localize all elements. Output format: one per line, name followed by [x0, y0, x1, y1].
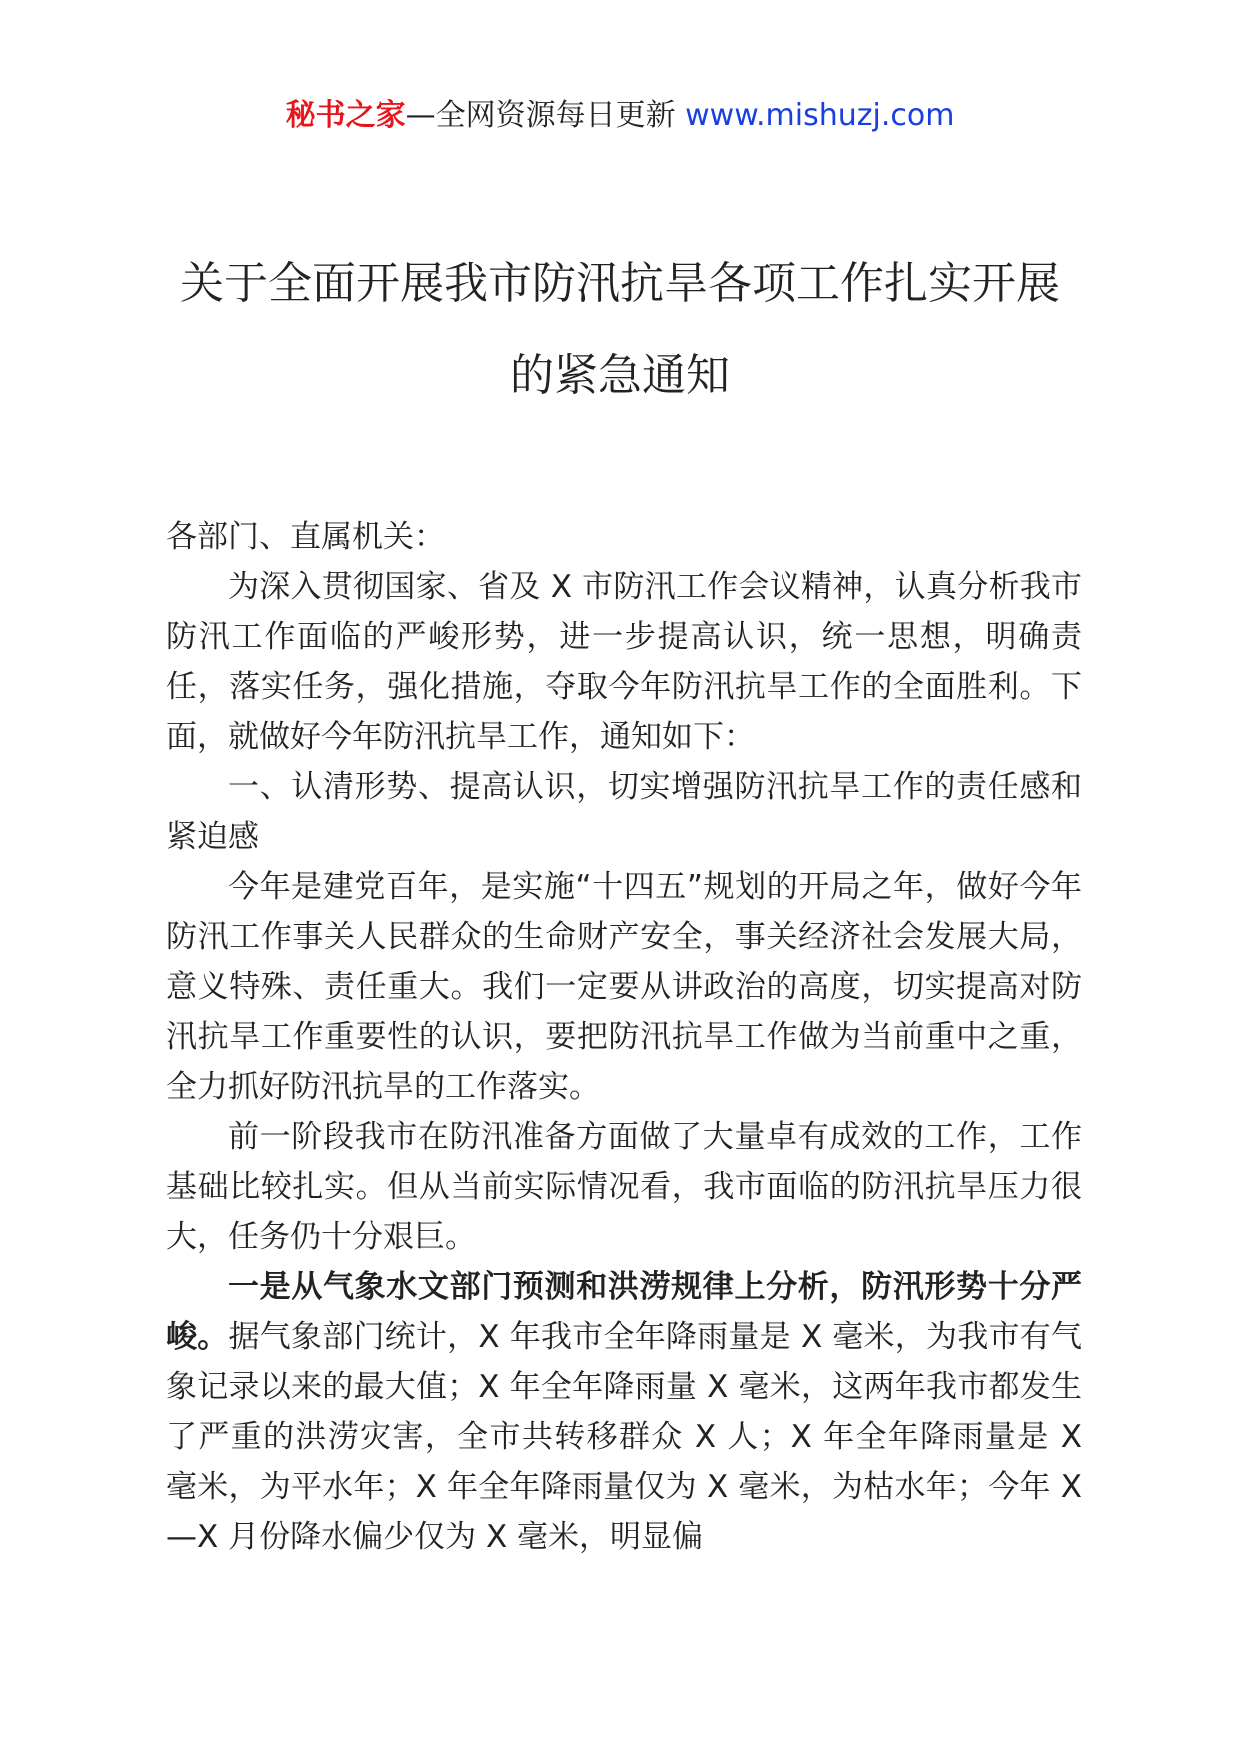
title-line-2: 的紧急通知 [510, 350, 730, 401]
paragraph-significance: 今年是建党百年，是实施“十四五”规划的开局之年，做好今年防汛工作事关人民群众的生命财产安全，事关经济社会发展大局，意义特殊、责任重大。我们一定要从讲政治的高度，切实提高对防汛抗旱工作重要性的认识，要把防汛抗旱工作做为当前重中之重，全力抓好防汛抗旱的工作落实。 [166, 869, 1082, 1105]
paragraph-forecast [166, 1262, 1082, 1562]
site-url-link[interactable]: www.mishuzj.com [685, 98, 955, 133]
title-line-1: 关于全面开展我市防汛抗旱各项工作扎实开展 [180, 258, 1060, 309]
paragraph-forecast-text: 据气象部门统计，X 年我市全年降雨量是 X 毫米，为我市有气象记录以来的最大值；X 年全年降雨量 X 毫米，这两年我市都发生了严重的洪涝灾害，全市共转移群众 X 人；X 年全年降雨量是 X 毫米，为平水年；X 年全年降雨量仅为 X 毫米，为枯水年；今年 X—X 月份降水偏少仅为 X 毫米，明显偏 [166, 1319, 1082, 1555]
document-title [150, 238, 1090, 422]
paragraph-intro: 为深入贯彻国家、省及 X 市防汛工作会议精神，认真分析我市防汛工作面临的严峻形势，进一步提高认识，统一思想，明确责任，落实任务，强化措施，夺取今年防汛抗旱工作的全面胜利。下面，就做好今年防汛抗旱工作，通知如下： [166, 569, 1082, 755]
site-brand: 秘书之家 [285, 98, 406, 133]
salutation: 各部门、直属机关： [166, 519, 445, 555]
document-body [166, 512, 1082, 1562]
paragraph-forecast-lead: 一是从气象水文部门预测和洪涝规律上分析，防汛形势十分严峻。 [166, 1269, 1082, 1355]
site-header [0, 96, 1240, 136]
paragraph-current-situation: 前一阶段我市在防汛准备方面做了大量卓有成效的工作，工作基础比较扎实。但从当前实际情况看，我市面临的防汛抗旱压力很大，任务仍十分艰巨。 [166, 1119, 1082, 1255]
section-heading-1: 一、认清形势、提高认识，切实增强防汛抗旱工作的责任感和紧迫感 [166, 769, 1082, 855]
site-tagline: —全网资源每日更新 [405, 98, 676, 133]
